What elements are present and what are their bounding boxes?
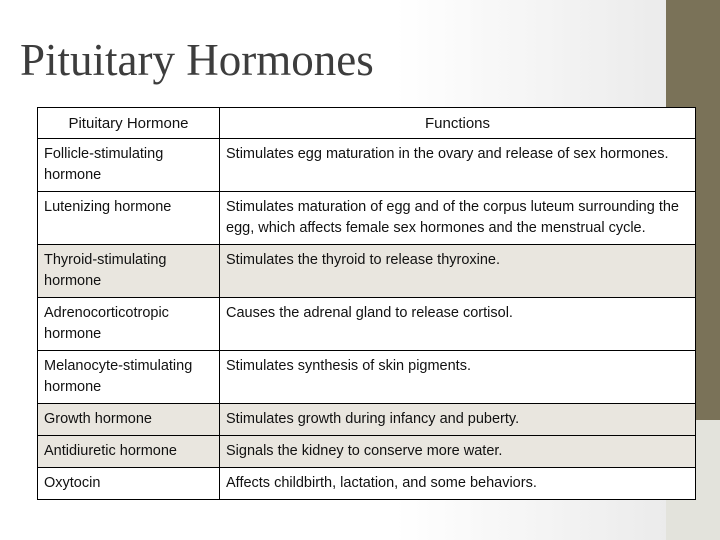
function-cell: Stimulates synthesis of skin pigments. [220, 351, 696, 404]
function-cell: Signals the kidney to conserve more water. [220, 436, 696, 468]
hormone-cell: Thyroid-stimulating hormone [38, 245, 220, 298]
table-row [38, 436, 696, 468]
hormone-cell: Follicle-stimulating hormone [38, 139, 220, 192]
header-hormone: Pituitary Hormone [38, 108, 220, 139]
function-cell: Stimulates the thyroid to release thyroxine. [220, 245, 696, 298]
hormone-cell: Adrenocorticotropic hormone [38, 298, 220, 351]
hormone-cell: Growth hormone [38, 404, 220, 436]
table-header-row [38, 108, 696, 139]
hormone-cell: Oxytocin [38, 468, 220, 500]
hormone-cell: Antidiuretic hormone [38, 436, 220, 468]
slide-title: Pituitary Hormones [20, 35, 374, 85]
table-row [38, 351, 696, 404]
function-cell: Affects childbirth, lactation, and some behaviors. [220, 468, 696, 500]
table-row [38, 298, 696, 351]
hormone-table [37, 107, 696, 500]
function-cell: Stimulates maturation of egg and of the corpus luteum surrounding the egg, which affects female sex hormones and the menstrual cycle. [220, 192, 696, 245]
header-functions: Functions [220, 108, 696, 139]
table-row [38, 139, 696, 192]
function-cell: Causes the adrenal gland to release cortisol. [220, 298, 696, 351]
accent-band-rule [696, 418, 720, 420]
hormone-cell: Lutenizing hormone [38, 192, 220, 245]
table-row [38, 404, 696, 436]
table-row [38, 468, 696, 500]
hormone-cell: Melanocyte-stimulating hormone [38, 351, 220, 404]
table-row [38, 192, 696, 245]
function-cell: Stimulates egg maturation in the ovary and release of sex hormones. [220, 139, 696, 192]
table-row [38, 245, 696, 298]
function-cell: Stimulates growth during infancy and puberty. [220, 404, 696, 436]
